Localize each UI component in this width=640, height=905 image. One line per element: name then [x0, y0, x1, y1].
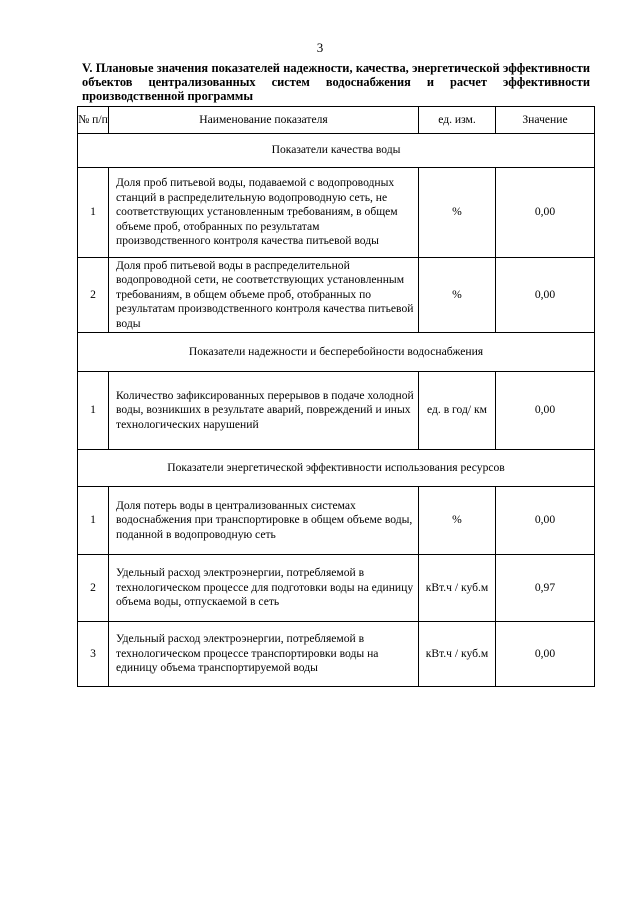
header-unit: ед. изм. [419, 107, 496, 134]
section-title: Показатели энергетической эффективности использования ресурсов [78, 450, 595, 487]
row-unit: кВт.ч / куб.м [419, 555, 496, 622]
section-row-energy [78, 450, 595, 487]
section-row-reliability [78, 333, 595, 372]
row-unit: кВт.ч / куб.м [419, 622, 496, 687]
row-name: Количество зафиксированных перерывов в подаче холодной воды, возникших в результате аварий, повреждений и иных технологических нарушений [109, 372, 419, 450]
row-num: 1 [78, 168, 109, 258]
header-num: № п/п [78, 107, 109, 134]
page-number: 3 [316, 40, 324, 55]
row-num: 1 [78, 372, 109, 450]
row-unit: ед. в год/ км [419, 372, 496, 450]
section-title: Показатели качества воды [78, 134, 595, 168]
row-name: Доля проб питьевой воды, подаваемой с водопроводных станций в распределительную водопроводную сеть, не соответствующих установленным требованиям, в общем объеме проб, отобранных по результатам производственного контроля качества питьевой воды [109, 168, 419, 258]
row-name: Доля проб питьевой воды в распределительной водопроводной сети, не соответствующих установленным требованиям, в общем объеме проб, отобранных по результатам производственного контроля качества питьевой воды [109, 258, 419, 333]
table-header-row [78, 107, 595, 134]
row-name: Удельный расход электроэнергии, потребляемой в технологическом процессе транспортировки воды на единицу объема транспортируемой воды [109, 622, 419, 687]
row-unit: % [419, 487, 496, 555]
row-num: 2 [78, 258, 109, 333]
table-row [78, 372, 595, 450]
row-value: 0,00 [496, 168, 595, 258]
table-row [78, 622, 595, 687]
table-row [78, 258, 595, 333]
table-row [78, 487, 595, 555]
section-heading: V. Плановые значения показателей надежности, качества, энергетической эффективности объектов централизованных систем водоснабжения и расчет эффективности производственной программы [82, 61, 590, 103]
row-value: 0,00 [496, 487, 595, 555]
indicators-table [77, 106, 595, 687]
header-value: Значение [496, 107, 595, 134]
table-row [78, 168, 595, 258]
row-name: Удельный расход электроэнергии, потребляемой в технологическом процессе для подготовки воды на единицу объема воды, отпускаемой в сеть [109, 555, 419, 622]
row-unit: % [419, 258, 496, 333]
header-name: Наименование показателя [109, 107, 419, 134]
row-num: 2 [78, 555, 109, 622]
row-num: 3 [78, 622, 109, 687]
row-num: 1 [78, 487, 109, 555]
row-value: 0,97 [496, 555, 595, 622]
row-value: 0,00 [496, 372, 595, 450]
row-name: Доля потерь воды в централизованных системах водоснабжения при транспортировке в общем объеме воды, поданной в водопроводную сеть [109, 487, 419, 555]
row-value: 0,00 [496, 258, 595, 333]
table-row [78, 555, 595, 622]
section-row-quality [78, 134, 595, 168]
row-unit: % [419, 168, 496, 258]
section-title: Показатели надежности и бесперебойности водоснабжения [78, 333, 595, 372]
row-value: 0,00 [496, 622, 595, 687]
